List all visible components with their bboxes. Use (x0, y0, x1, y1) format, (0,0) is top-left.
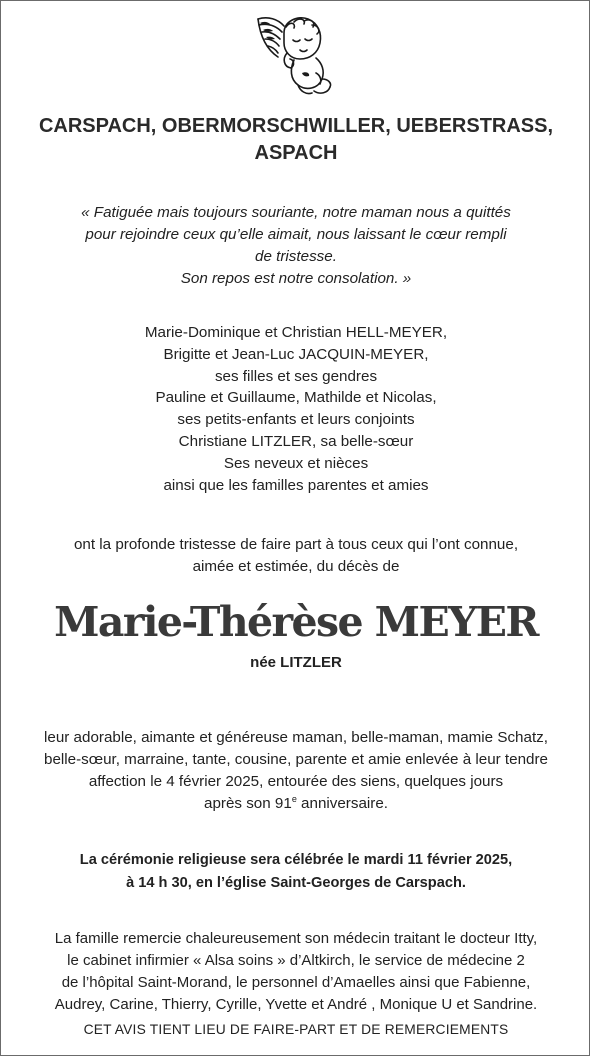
family-line: Marie-Dominique et Christian HELL-MEYER, (144, 324, 448, 341)
cherub-angel-icon (254, 13, 338, 99)
quote-line: Son repos est notre consolation. » (180, 270, 412, 287)
tribute-line: leur adorable, aimante et généreuse maman, belle-maman, mamie Schatz, (44, 729, 548, 746)
family-line: Pauline et Guillaume, Mathilde et Nicolas, (155, 389, 437, 407)
localities-line: ASPACH (254, 142, 338, 164)
ceremony-line: La cérémonie religieuse sera célébrée le mardi 11 février 2025, (79, 852, 513, 868)
tribute-line: affection le 4 février 2025, entourée des siens, quelques jours (88, 773, 504, 790)
family-line: ses petits-enfants et leurs conjoints (177, 411, 415, 429)
quote-line: « Fatiguée mais toujours souriante, notre maman nous a quittés (81, 204, 511, 221)
quote-line: de tristesse. (255, 248, 337, 265)
announcement-line: aimée et estimée, du décès de (192, 558, 400, 575)
family-line: ainsi que les familles parentes et amies (163, 476, 429, 494)
announcement-line: ont la profonde tristesse de faire part à tous ceux qui l’ont connue, (73, 536, 519, 553)
localities-heading (1, 113, 590, 167)
tribute-age-prefix: après son 91 (204, 795, 292, 812)
tribute-age-suffix: anniversaire. (296, 795, 388, 812)
notice-footer: CET AVIS TIENT LIEU DE FAIRE-PART ET DE REMERCIEMENTS (83, 1022, 509, 1037)
localities-line: CARSPACH, OBERMORSCHWILLER, UEBERSTRASS, (38, 115, 554, 137)
quote-line: pour rejoindre ceux qu’elle aimait, nous laissant le cœur rempli (85, 226, 507, 243)
epitaph-quote (1, 202, 590, 290)
ceremony-details (1, 849, 590, 894)
announcement-text (1, 534, 590, 578)
family-members (1, 322, 590, 496)
family-line: ses filles et ses gendres (214, 367, 378, 385)
thanks-line: de l’hôpital Saint-Morand, le personnel d’Amaelles ainsi que Fabienne, (61, 974, 531, 991)
maiden-name: née LITZLER (250, 654, 342, 671)
tribute-line: belle-sœur, marraine, tante, cousine, parente et amie enlevée à leur tendre (44, 751, 548, 768)
thanks-line: le cabinet infirmier « Alsa soins » d’Altkirch, le service de médecine 2 (67, 952, 525, 969)
family-line: Brigitte et Jean-Luc JACQUIN-MEYER, (163, 345, 429, 363)
thanks-line: La famille remercie chaleureusement son médecin traitant le docteur Itty, (54, 930, 538, 947)
family-line: Christiane LITZLER, sa belle-sœur (178, 432, 414, 450)
tribute-line (1, 793, 590, 815)
ordinal-superscript: e (291, 793, 297, 804)
ceremony-line: à 14 h 30, en l’église Saint-Georges de Carspach. (126, 874, 466, 891)
family-line: Ses neveux et nièces (223, 454, 369, 472)
thanks-line: Audrey, Carine, Thierry, Cyrille, Yvette et André , Monique U et Sandrine. (54, 996, 538, 1013)
deceased-name: Marie-Thérèse MEYER (54, 598, 538, 646)
thanks-text (1, 928, 590, 1016)
tribute-text (1, 727, 590, 815)
